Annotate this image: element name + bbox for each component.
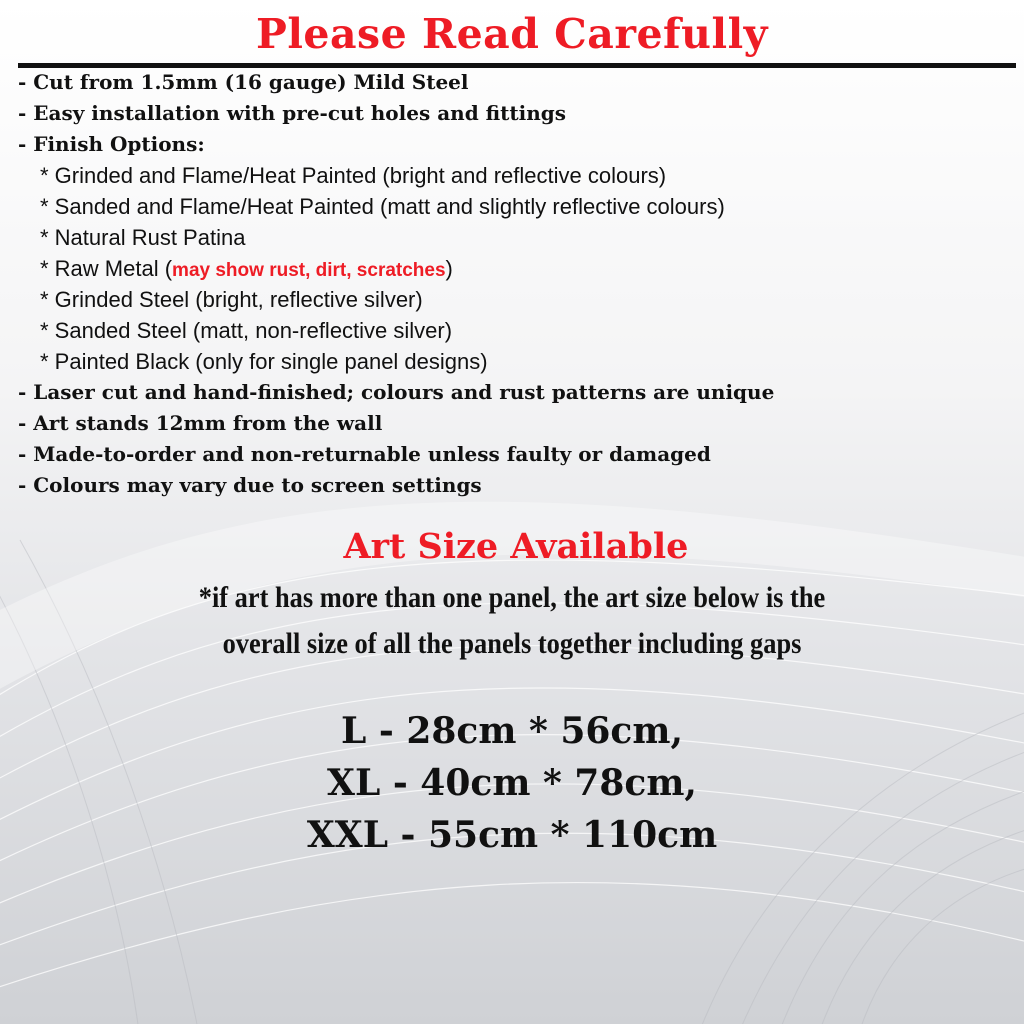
details-list	[18, 67, 1018, 501]
finish-option-item: * Grinded Steel (bright, reflective silver)	[40, 287, 423, 312]
finish-option-label: * Raw Metal (	[40, 256, 173, 281]
page-title: Please Read Carefully	[256, 10, 768, 58]
finish-options-heading: - Finish Options:	[18, 132, 205, 156]
size-option-xxl: XXL - 55cm * 110cm	[306, 814, 718, 856]
finish-option-item: * Sanded Steel (matt, non-reflective silver)	[40, 318, 453, 343]
size-heading: Art Size Available	[343, 526, 689, 567]
colour-disclaimer-line: - Colours may vary due to screen settings	[18, 473, 482, 497]
finish-option-raw-metal	[18, 253, 1018, 284]
stand-off-line: - Art stands 12mm from the wall	[18, 411, 383, 435]
size-note-line: overall size of all the panels together including gaps	[222, 627, 802, 660]
installation-line: - Easy installation with pre-cut holes and fittings	[18, 101, 567, 125]
size-note-line: *if art has more than one panel, the art size below is the	[198, 581, 826, 614]
material-line: - Cut from 1.5mm (16 gauge) Mild Steel	[18, 70, 469, 94]
finish-option-item: * Painted Black (only for single panel designs)	[40, 349, 488, 374]
made-to-order-line: - Made-to-order and non-returnable unless faulty or damaged	[18, 442, 711, 466]
finish-option-item: * Grinded and Flame/Heat Painted (bright and reflective colours)	[40, 163, 667, 188]
laser-cut-line: - Laser cut and hand-finished; colours and rust patterns are unique	[18, 380, 775, 404]
raw-metal-warning: may show rust, dirt, scratches	[172, 260, 446, 281]
size-option-l: L - 28cm * 56cm,	[341, 710, 683, 752]
size-option-xl: XL - 40cm * 78cm,	[327, 762, 697, 804]
finish-option-item: * Natural Rust Patina	[40, 225, 246, 250]
raw-metal-close: )	[445, 256, 453, 281]
finish-option-item: * Sanded and Flame/Heat Painted (matt and slightly reflective colours)	[40, 194, 725, 219]
